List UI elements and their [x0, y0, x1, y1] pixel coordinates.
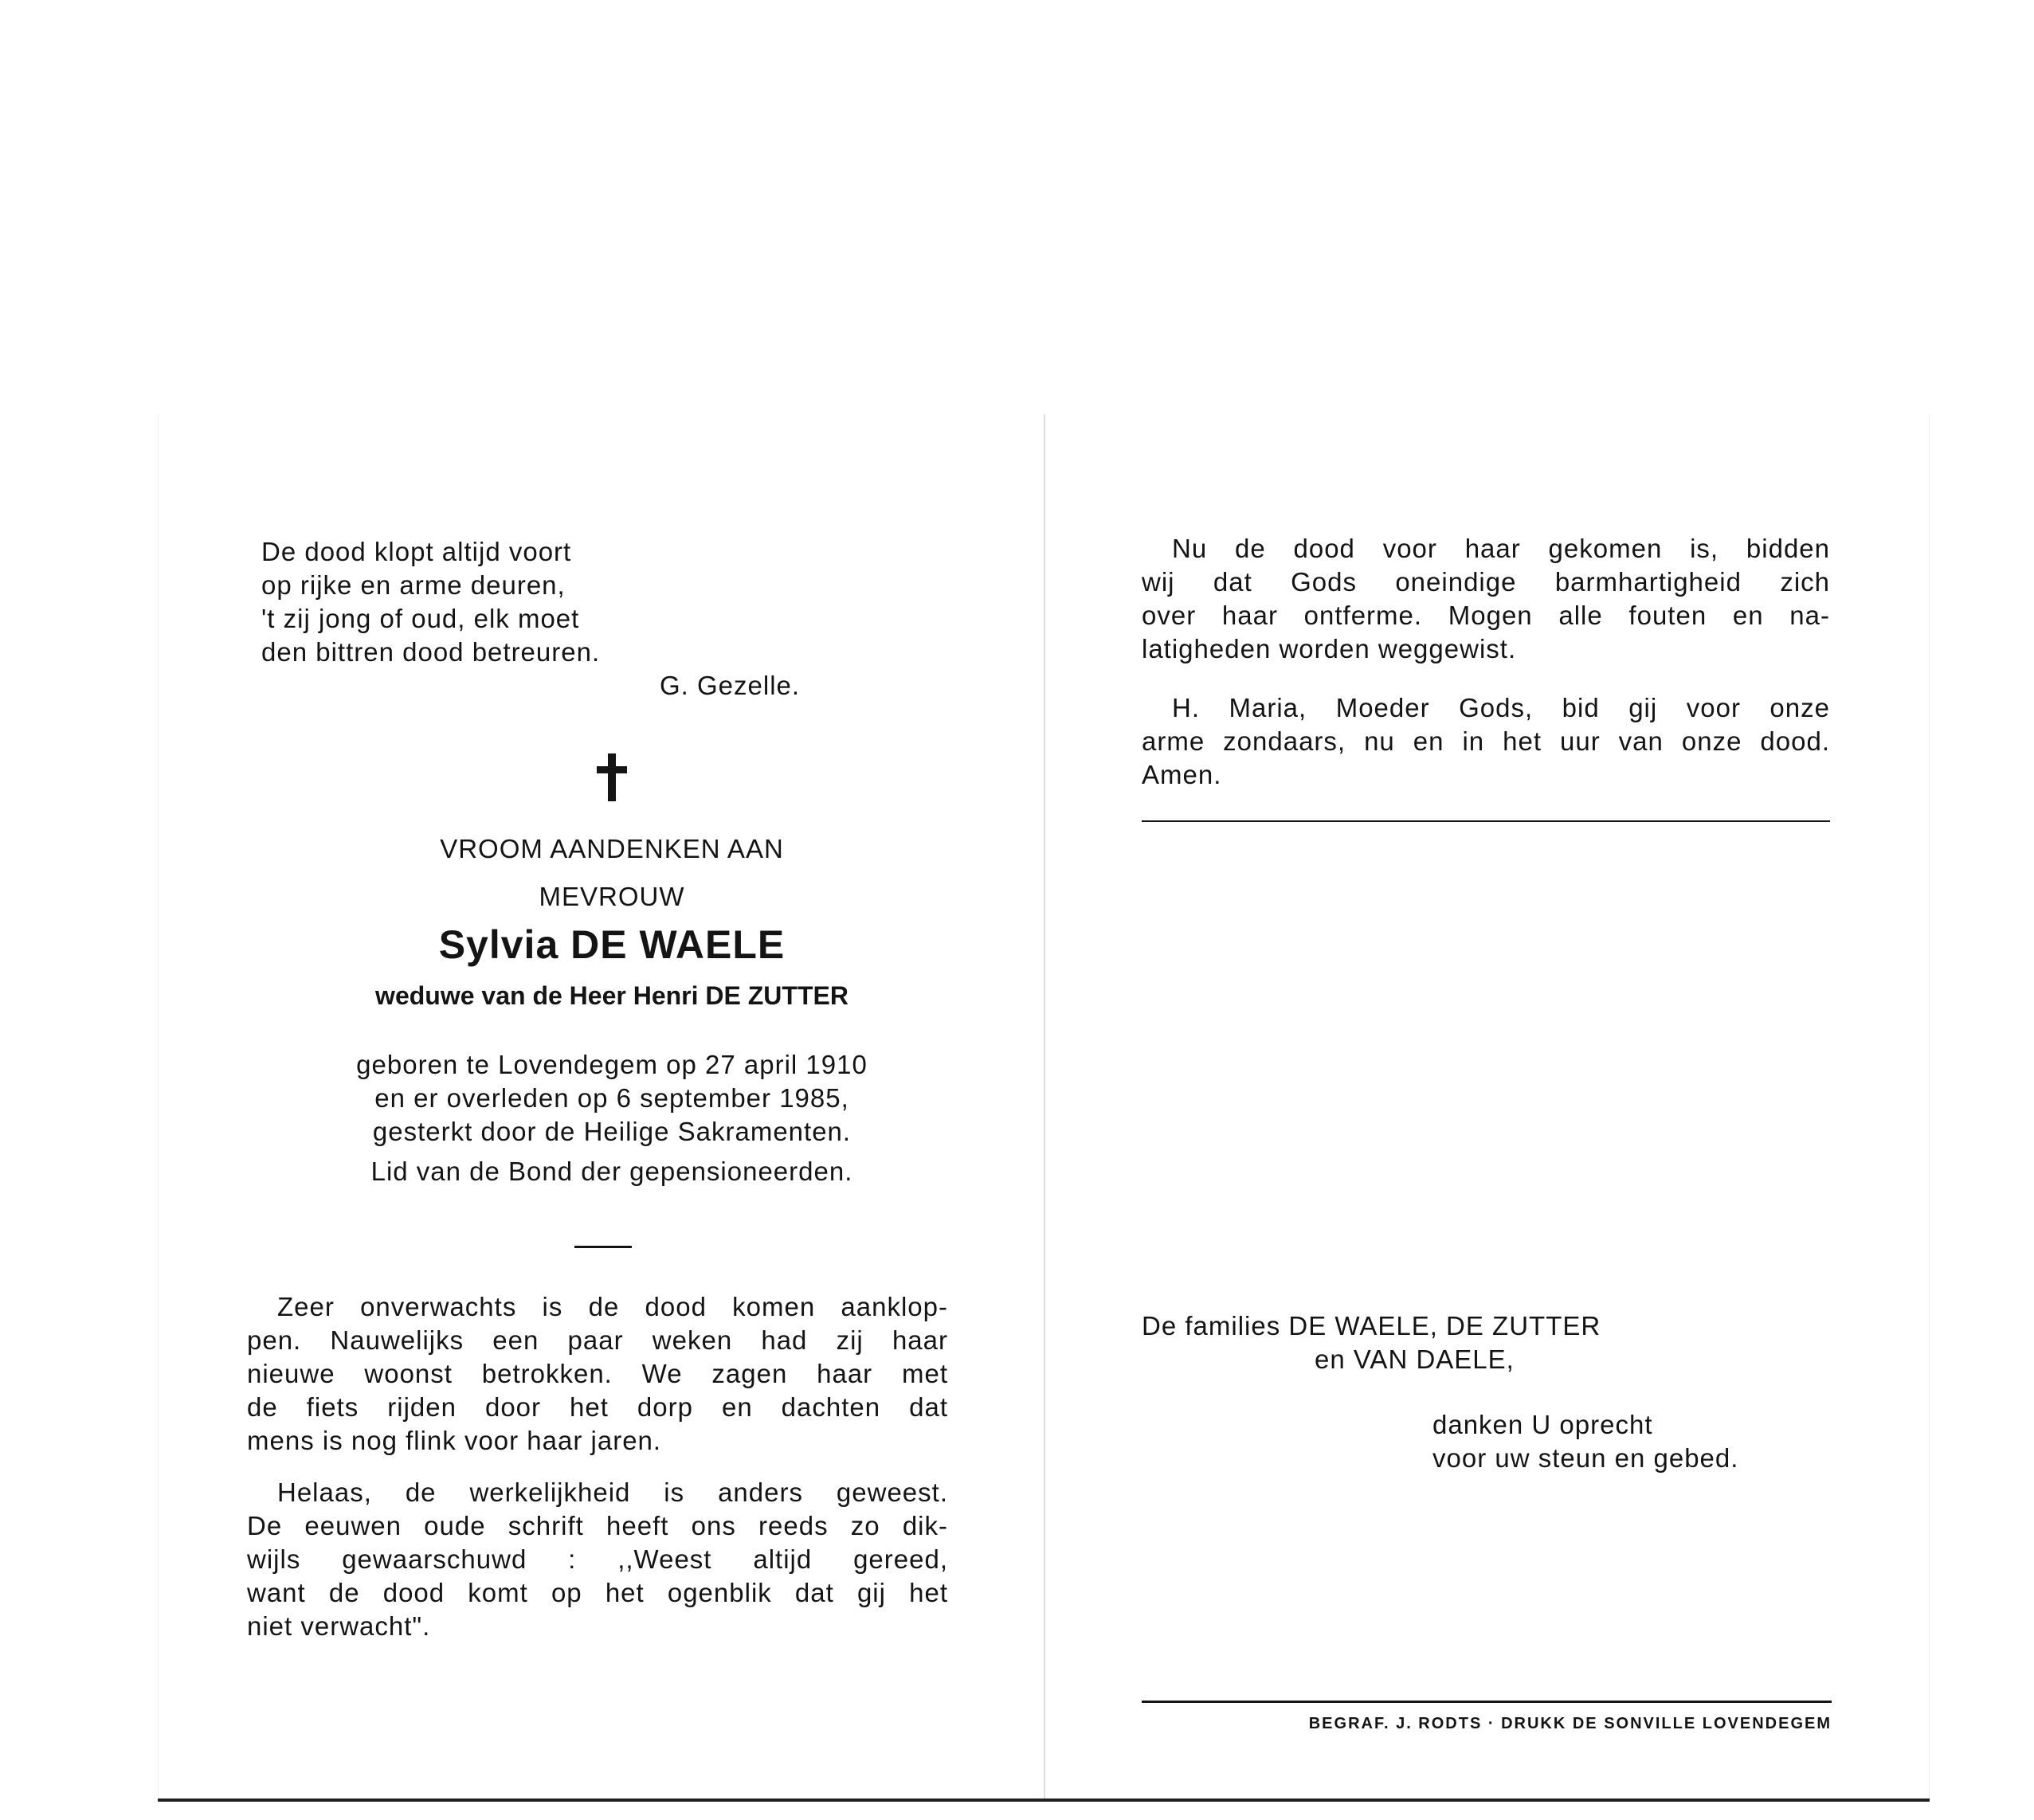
divider — [574, 1246, 632, 1248]
text-line: Nu de dood voor haar gekomen is, bidden — [1172, 534, 1830, 563]
text-line: Helaas, de werkelijkheid is anders geweest. — [277, 1478, 948, 1507]
card-fold — [1044, 414, 1045, 1800]
text-line: pen. Nauwelijks een paar weken had zij haar — [247, 1325, 948, 1355]
card-bottom-edge — [158, 1798, 1930, 1802]
poem-line: den bittren dood betreuren. — [261, 637, 601, 667]
memorial-card — [158, 414, 1930, 1810]
divider — [1142, 820, 1830, 822]
birth-line: geboren te Lovendegem op 27 april 1910 — [356, 1050, 868, 1079]
text-line: wij dat Gods oneindige barmhartigheid zich — [1142, 567, 1830, 597]
printer-credit: BEGRAF. J. RODTS · DRUKK DE SONVILLE LOVENDEGEM — [1308, 1715, 1832, 1732]
memorial-heading: VROOM AANDENKEN AAN — [440, 834, 784, 863]
death-line: en er overleden op 6 september 1985, — [374, 1083, 849, 1113]
poem-line: 't zij jong of oud, elk moet — [261, 604, 580, 633]
text-line: mens is nog flink voor haar jaren. — [247, 1426, 662, 1455]
text-line: arme zondaars, nu en in het uur van onze dood. — [1142, 726, 1830, 756]
text-line: wijls gewaarschuwd : ,,Weest altijd gereed, — [247, 1544, 948, 1574]
sacraments-line: gesterkt door de Heilige Sakramenten. — [372, 1117, 852, 1146]
text-line: latigheden worden weggewist. — [1142, 634, 1517, 663]
prayer-paragraph-1 — [1142, 532, 1830, 666]
text-line: over haar ontferme. Mogen alle fouten en na- — [1142, 601, 1830, 630]
reflection-paragraph-2 — [247, 1476, 948, 1643]
membership-line: Lid van de Bond der gepensioneerden. — [370, 1157, 853, 1186]
thanks-block — [1432, 1408, 1830, 1475]
card-right-edge — [1929, 414, 1930, 1800]
widow-of: weduwe van de Heer Henri DE ZUTTER — [375, 981, 848, 1010]
memorial-honorific: MEVROUW — [539, 882, 685, 911]
poem-line: op rijke en arme deuren, — [261, 570, 566, 600]
thanks-line-1: danken U oprecht — [1432, 1410, 1653, 1439]
reflection-paragraph-1 — [247, 1290, 948, 1458]
text-line: H. Maria, Moeder Gods, bid gij voor onze — [1172, 693, 1830, 722]
thanks-line-2: voor uw steun en gebed. — [1432, 1443, 1739, 1473]
deceased-name: Sylvia DE WAELE — [438, 922, 786, 967]
text-line: nieuwe woonst betrokken. We zagen haar met — [247, 1359, 948, 1388]
text-line: De eeuwen oude schrift heeft ons reeds zo dik- — [247, 1511, 948, 1540]
card-left-edge — [158, 414, 159, 1800]
poem — [261, 535, 676, 669]
families-line-1: De families DE WAELE, DE ZUTTER — [1142, 1311, 1601, 1341]
text-line: niet verwacht". — [247, 1611, 431, 1641]
divider — [1142, 1701, 1832, 1703]
text-line: want de dood komt op het ogenblik dat gij het — [247, 1578, 948, 1607]
text-line: Amen. — [1142, 760, 1222, 789]
poem-line: De dood klopt altijd voort — [261, 537, 572, 566]
prayer-paragraph-2 — [1142, 691, 1830, 792]
text-line: Zeer onverwachts is de dood komen aanklop- — [277, 1292, 948, 1321]
text-line: de fiets rijden door het dorp en dachten dat — [247, 1392, 948, 1422]
life-dates — [214, 1048, 1010, 1149]
poem-author: G. Gezelle. — [660, 671, 801, 700]
families-line-2: en VAN DAELE, — [1315, 1344, 1515, 1374]
cross-icon — [592, 753, 632, 801]
